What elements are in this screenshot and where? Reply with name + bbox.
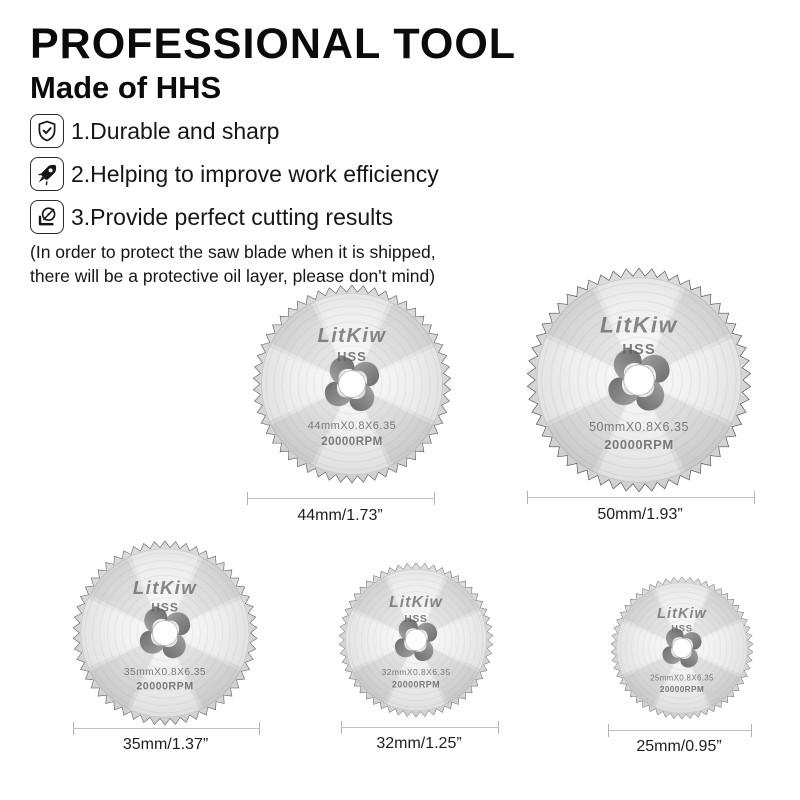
- rocket-icon: [30, 157, 64, 191]
- svg-text:50mmX0.8X6.35: 50mmX0.8X6.35: [589, 419, 689, 434]
- feature-label: 3.Provide perfect cutting results: [71, 203, 394, 230]
- measurement-line-50mm: [527, 491, 755, 504]
- measurement-line-44mm: [247, 492, 435, 505]
- size-label-32mm: 32mm/1.25”: [376, 735, 462, 752]
- svg-text:20000RPM: 20000RPM: [136, 680, 194, 693]
- svg-text:LitKiw: LitKiw: [317, 325, 387, 347]
- svg-text:HSS: HSS: [622, 342, 656, 359]
- svg-text:32mmX0.8X6.35: 32mmX0.8X6.35: [381, 667, 451, 678]
- page-title: PROFESSIONAL TOOL: [30, 20, 517, 68]
- svg-text:20000RPM: 20000RPM: [392, 679, 440, 690]
- measurement-line-35mm: [73, 722, 260, 735]
- svg-text:LitKiw: LitKiw: [657, 605, 707, 622]
- svg-text:35mmX0.8X6.35: 35mmX0.8X6.35: [123, 666, 207, 678]
- svg-text:25mmX0.8X6.35: 25mmX0.8X6.35: [650, 673, 714, 683]
- saw-blade-35mm: [72, 540, 258, 726]
- feature-item-cutting: [30, 196, 439, 238]
- size-label-25mm: 25mm/0.95”: [636, 738, 722, 755]
- svg-text:HSS: HSS: [337, 349, 367, 364]
- feature-item-efficiency: [30, 153, 439, 195]
- measurement-line-32mm: [341, 721, 499, 734]
- svg-text:20000RPM: 20000RPM: [321, 436, 383, 448]
- svg-text:20000RPM: 20000RPM: [659, 684, 705, 694]
- saw-blade-25mm: [610, 576, 754, 720]
- saw-blade-44mm: [252, 284, 452, 484]
- svg-text:LitKiw: LitKiw: [600, 312, 678, 338]
- svg-text:HSS: HSS: [151, 600, 179, 615]
- svg-text:HSS: HSS: [404, 614, 428, 626]
- saw-blade-32mm: [338, 562, 494, 718]
- feature-list: [30, 110, 439, 239]
- saw-blade-image: [526, 267, 752, 493]
- saw-blade-image: [338, 562, 494, 718]
- measurement-line-25mm: [608, 724, 752, 737]
- svg-text:LitKiw: LitKiw: [132, 576, 198, 598]
- feature-label: 1.Durable and sharp: [71, 117, 280, 144]
- svg-text:HSS: HSS: [671, 623, 693, 634]
- svg-text:20000RPM: 20000RPM: [604, 436, 674, 452]
- feature-label: 2.Helping to improve work efficiency: [71, 160, 439, 187]
- saw-blade-image: [72, 540, 258, 726]
- size-label-35mm: 35mm/1.37”: [122, 736, 209, 753]
- svg-text:44mmX0.8X6.35: 44mmX0.8X6.35: [307, 420, 397, 432]
- page-subtitle: Made of HHS: [30, 70, 222, 105]
- svg-text:LitKiw: LitKiw: [389, 594, 443, 612]
- size-label-44mm: 44mm/1.73”: [297, 507, 383, 524]
- saw-blade-50mm: [526, 267, 752, 493]
- cutting-disc-icon: [30, 200, 64, 234]
- saw-blade-image: [252, 284, 452, 484]
- shipping-note: [30, 240, 436, 288]
- shipping-note-line1: (In order to protect the saw blade when it is shipped,: [30, 242, 436, 262]
- size-label-50mm: 50mm/1.93”: [597, 506, 683, 523]
- shipping-note-line2: there will be a protective oil layer, please don't mind): [30, 266, 436, 286]
- shield-check-icon: [30, 114, 64, 148]
- saw-blade-image: [610, 576, 754, 720]
- feature-item-durable: [30, 110, 439, 152]
